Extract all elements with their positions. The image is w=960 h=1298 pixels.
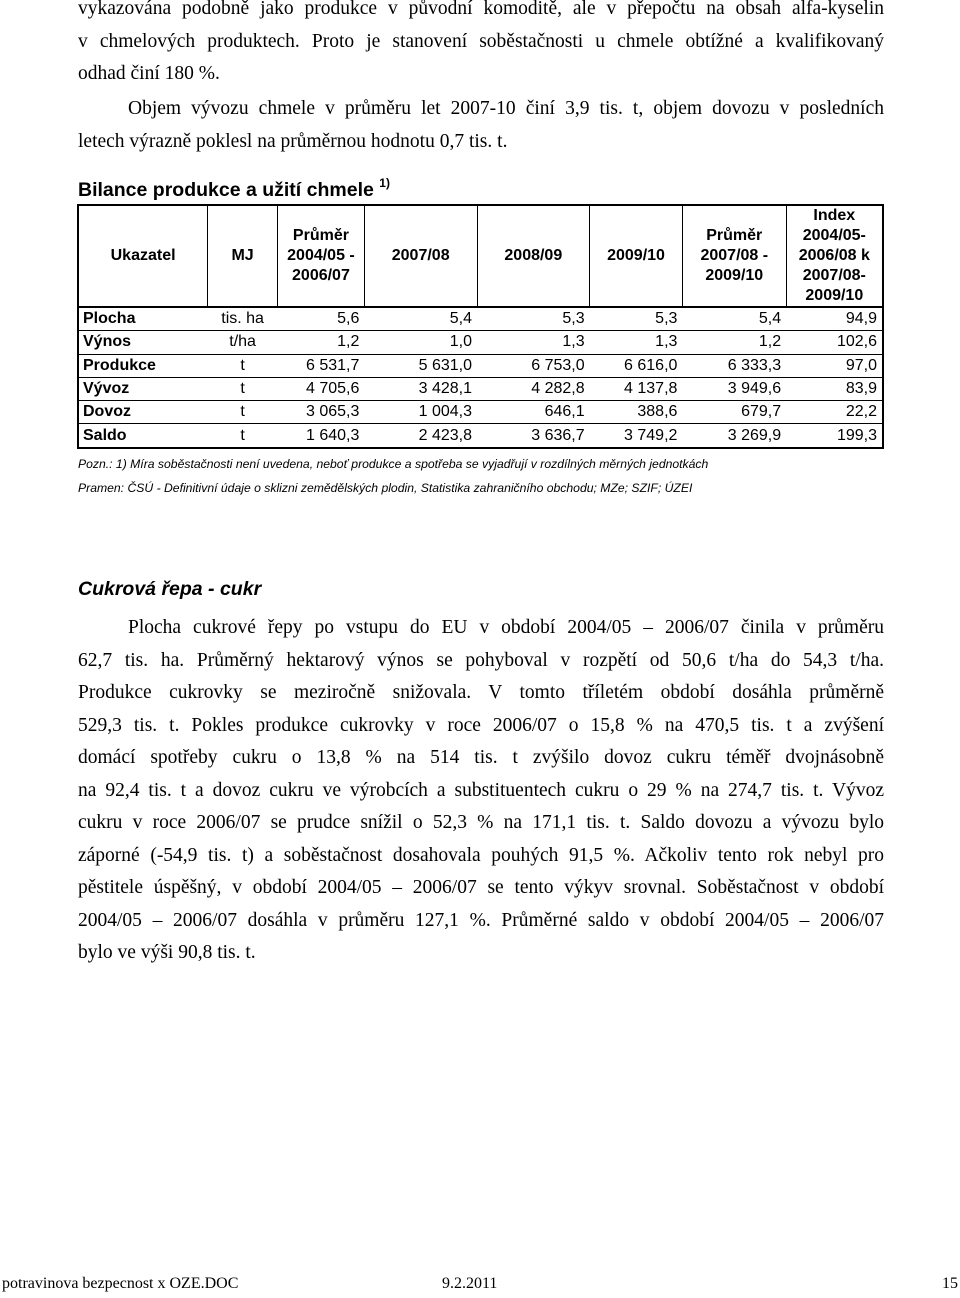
header-ukazatel: Ukazatel bbox=[110, 247, 176, 264]
cell: 83,9 bbox=[786, 377, 883, 400]
cell: 5 631,0 bbox=[364, 354, 477, 377]
table-row bbox=[78, 354, 883, 377]
table-row bbox=[78, 401, 883, 424]
cell: 1,3 bbox=[590, 331, 683, 354]
cell: 5,3 bbox=[590, 307, 683, 331]
cell: 102,6 bbox=[786, 331, 883, 354]
table-header-row bbox=[78, 205, 883, 307]
row-label: Výnos bbox=[78, 331, 208, 354]
table-title-footnote: 1) bbox=[379, 176, 390, 190]
sugar-line: Plocha cukrové řepy po vstupu do EU v období 2004/05 – 2006/07 činila v průměru bbox=[128, 617, 884, 638]
row-label: Dovoz bbox=[78, 401, 208, 424]
intro-paragraph bbox=[78, 0, 884, 91]
header-avg-2007-2010: Průměr 2007/08 - 2009/10 bbox=[682, 205, 786, 307]
row-unit: tis. ha bbox=[208, 307, 278, 331]
row-unit: t bbox=[208, 354, 278, 377]
row-label: Vývoz bbox=[78, 377, 208, 400]
sugar-line: záporné (-54,9 tis. t) a soběstačnost dosahovala pouhých 91,5 %. Ačkoliv tento rok nebyl pro bbox=[78, 844, 884, 866]
cell: 3 949,6 bbox=[682, 377, 786, 400]
cell: 679,7 bbox=[682, 401, 786, 424]
cell: 6 616,0 bbox=[590, 354, 683, 377]
intro-line: v chmelových produktech. Proto je stanovení soběstačnosti u chmele obtížné a kvalifikovaný bbox=[78, 30, 884, 52]
header-avg-2004-2007: Průměr 2004/05 - 2006/07 bbox=[278, 205, 365, 307]
export-line: letech výrazně poklesl na průměrnou hodnotu 0,7 tis. t. bbox=[78, 130, 508, 152]
cell: 4 137,8 bbox=[590, 377, 683, 400]
intro-line: vykazována podobně jako produkce v původní komoditě, ale v přepočtu na obsah alfa-kyselin bbox=[78, 0, 884, 19]
cell: 3 636,7 bbox=[477, 424, 590, 448]
hop-balance-table bbox=[77, 204, 884, 449]
cell: 6 753,0 bbox=[477, 354, 590, 377]
cell: 2 423,8 bbox=[364, 424, 477, 448]
intro-line: odhad činí 180 %. bbox=[78, 63, 220, 84]
header-mj: MJ bbox=[208, 205, 278, 307]
cell: 5,3 bbox=[477, 307, 590, 331]
sugar-line: 529,3 tis. t. Pokles produkce cukrovky v roce 2006/07 o 15,8 % na 470,5 tis. t a zvýšení bbox=[78, 714, 884, 736]
row-label: Plocha bbox=[78, 307, 208, 331]
export-line: Objem vývozu chmele v průměru let 2007-10 činí 3,9 tis. t, objem dovozu v posledních bbox=[128, 98, 884, 119]
header-2008-09: 2008/09 bbox=[477, 205, 590, 307]
export-paragraph bbox=[78, 93, 884, 158]
table-row bbox=[78, 424, 883, 448]
header-2009-10: 2009/10 bbox=[590, 205, 683, 307]
table-source: Pramen: ČSÚ - Definitivní údaje o sklizni zemědělských plodin, Statistika zahraničního obchodu; MZe; SZIF; ÚZEI bbox=[78, 481, 693, 495]
sugar-line: 2004/05 – 2006/07 dosáhla v průměru 127,1 %. Průměrné saldo v období 2004/05 – 2006/07 bbox=[78, 909, 884, 931]
cell: 1,0 bbox=[364, 331, 477, 354]
cell: 6 531,7 bbox=[278, 354, 365, 377]
table-row bbox=[78, 307, 883, 331]
sugar-line: na 92,4 tis. t a dovoz cukru ve výrobcích a substituentech cukru o 29 % na 274,7 tis. t. Vývoz bbox=[78, 779, 884, 801]
cell: 1 004,3 bbox=[364, 401, 477, 424]
section-heading: Cukrová řepa - cukr bbox=[78, 578, 262, 600]
row-unit: t bbox=[208, 424, 278, 448]
cell: 3 065,3 bbox=[278, 401, 365, 424]
table-title-text: Bilance produkce a užití chmele bbox=[78, 179, 374, 201]
table-row bbox=[78, 331, 883, 354]
cell: 4 705,6 bbox=[278, 377, 365, 400]
cell: 388,6 bbox=[590, 401, 683, 424]
sugar-line: cukru v roce 2006/07 se prudce snížil o 52,3 % na 171,1 tis. t. Saldo dovozu a vývozu bylo bbox=[78, 812, 884, 833]
sugar-line: Produkce cukrovky se meziročně snižovala. V tomto tříletém období dosáhla průměrně bbox=[78, 682, 884, 703]
cell: 1,3 bbox=[477, 331, 590, 354]
cell: 97,0 bbox=[786, 354, 883, 377]
cell: 3 428,1 bbox=[364, 377, 477, 400]
sugar-line: pěstitele úspěšný, v období 2004/05 – 2006/07 se tento výkyv srovnal. Soběstačnost v období bbox=[78, 877, 884, 898]
cell: 646,1 bbox=[477, 401, 590, 424]
cell: 1,2 bbox=[278, 331, 365, 354]
cell: 199,3 bbox=[786, 424, 883, 448]
cell: 22,2 bbox=[786, 401, 883, 424]
sugar-line: 62,7 tis. ha. Průměrný hektarový výnos se pohyboval v rozpětí od 50,6 t/ha do 54,3 t/ha. bbox=[78, 649, 884, 671]
footer-page-number: 15 bbox=[942, 1275, 958, 1292]
row-unit: t/ha bbox=[208, 331, 278, 354]
cell: 94,9 bbox=[786, 307, 883, 331]
page-footer bbox=[0, 1275, 960, 1297]
table-row bbox=[78, 377, 883, 400]
cell: 5,6 bbox=[278, 307, 365, 331]
cell: 6 333,3 bbox=[682, 354, 786, 377]
header-2007-08: 2007/08 bbox=[364, 205, 477, 307]
cell: 5,4 bbox=[364, 307, 477, 331]
sugar-line: bylo ve výši 90,8 tis. t. bbox=[78, 942, 256, 963]
cell: 5,4 bbox=[682, 307, 786, 331]
row-unit: t bbox=[208, 401, 278, 424]
footer-date: 9.2.2011 bbox=[442, 1275, 498, 1292]
header-index: Index 2004/05- 2006/08 k 2007/08- 2009/10 bbox=[786, 205, 883, 307]
cell: 3 749,2 bbox=[590, 424, 683, 448]
table-title bbox=[78, 176, 390, 202]
cell: 4 282,8 bbox=[477, 377, 590, 400]
sugar-paragraph bbox=[78, 612, 884, 970]
cell: 1 640,3 bbox=[278, 424, 365, 448]
cell: 3 269,9 bbox=[682, 424, 786, 448]
footer-filename: potravinova bezpecnost x OZE.DOC bbox=[2, 1275, 239, 1292]
row-label: Produkce bbox=[78, 354, 208, 377]
cell: 1,2 bbox=[682, 331, 786, 354]
table-note: Pozn.: 1) Míra soběstačnosti není uvedena, neboť produkce a spotřeba se vyjadřují v rozdílných měrných jednotkách bbox=[78, 457, 709, 471]
sugar-line: domácí spotřeby cukru o 13,8 % na 514 tis. t zvýšilo dovoz cukru téměř dvojnásobně bbox=[78, 747, 884, 768]
row-label: Saldo bbox=[78, 424, 208, 448]
row-unit: t bbox=[208, 377, 278, 400]
